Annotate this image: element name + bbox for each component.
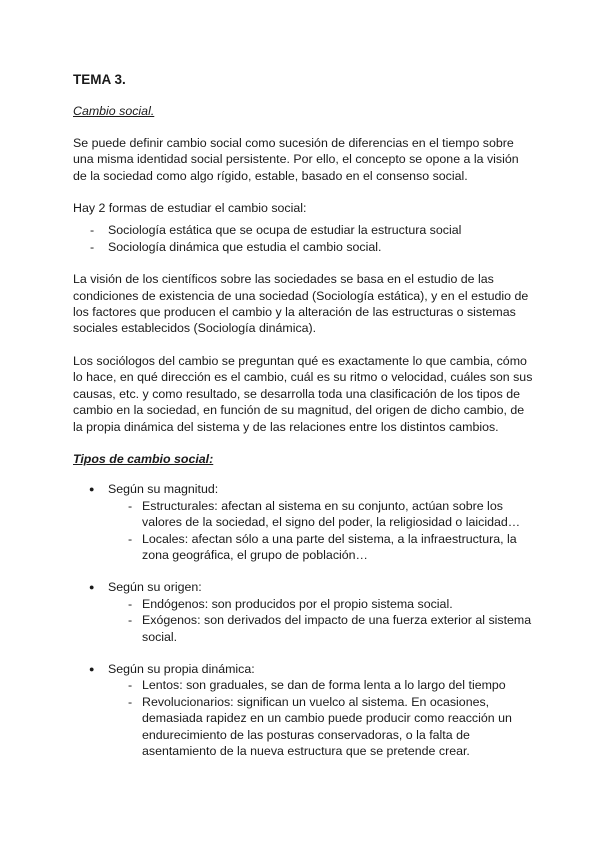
- list-item: - Lentos: son graduales, se dan de forma lenta a lo largo del tiempo: [108, 677, 535, 693]
- document-body: [73, 72, 535, 775]
- sub-list: [108, 498, 535, 564]
- list-item: - Exógenos: son derivados del impacto de una fuerza exterior al sistema social.: [108, 612, 535, 645]
- group-label: ● Según su propia dinámica:: [108, 661, 255, 676]
- paragraph-definition: Se puede definir cambio social como sucesión de diferencias en el tiempo sobre una misma identidad social persistente. Por ello, el concepto se opone a la visión de la sociedad como algo rígido, estable, basado en el consenso social.: [73, 135, 519, 183]
- types-heading: Tipos de cambio social:: [73, 451, 214, 466]
- page-title: TEMA 3.: [73, 72, 126, 87]
- list-item: - Sociología estática que se ocupa de estudiar la estructura social: [73, 222, 535, 238]
- study-forms-list: [73, 222, 535, 255]
- section-subtitle: Cambio social.: [73, 104, 155, 119]
- group-label: ● Según su origen:: [108, 580, 202, 595]
- list-item: - Endógenos: son producidos por el propio sistema social.: [108, 596, 535, 612]
- list-item: - Revolucionarios: significan un vuelco al sistema. En ocasiones, demasiada rapidez en un cambio puede producir como reacción un endurecimiento de las posturas conservadoras, o la falta de asentamiento de la nueva estructura que se pretende crear.: [108, 694, 535, 760]
- sub-list: [108, 677, 535, 759]
- type-group-origin: [73, 579, 535, 645]
- list-item: - Locales: afectan sólo a una parte del sistema, a la infraestructura, la zona geográfica, el grupo de población…: [108, 531, 535, 564]
- group-label: ● Según su magnitud:: [108, 482, 219, 497]
- types-list: [73, 481, 535, 759]
- type-group-magnitude: [73, 481, 535, 563]
- paragraph-sociologists: Los sociólogos del cambio se preguntan qué es exactamente lo que cambia, cómo lo hace, en qué dirección es el cambio, cuál es su ritmo o velocidad, cuáles son sus causas, etc. y como resultado, se desarrolla toda una clasificación de los tipos de cambio en la sociedad, en función de su magnitud, del origen de dicho cambio, de la propia dinámica del sistema y de las relaciones entre los distintos cambios.: [73, 353, 533, 434]
- list-item: - Estructurales: afectan al sistema en su conjunto, actúan sobre los valores de la sociedad, el signo del poder, la religiosidad o laicidad…: [108, 498, 535, 531]
- paragraph-study-forms: Hay 2 formas de estudiar el cambio social:: [73, 201, 307, 216]
- type-group-dynamics: [73, 661, 535, 759]
- paragraph-scientists: La visión de los científicos sobre las sociedades se basa en el estudio de las condiciones de existencia de una sociedad (Sociología estática), y en el estudio de los factores que producen el cambio y la alteración de las estructuras o sistemas sociales establecidos (Sociología dinámica).: [73, 272, 529, 336]
- sub-list: [108, 596, 535, 645]
- list-item: - Sociología dinámica que estudia el cambio social.: [73, 239, 535, 255]
